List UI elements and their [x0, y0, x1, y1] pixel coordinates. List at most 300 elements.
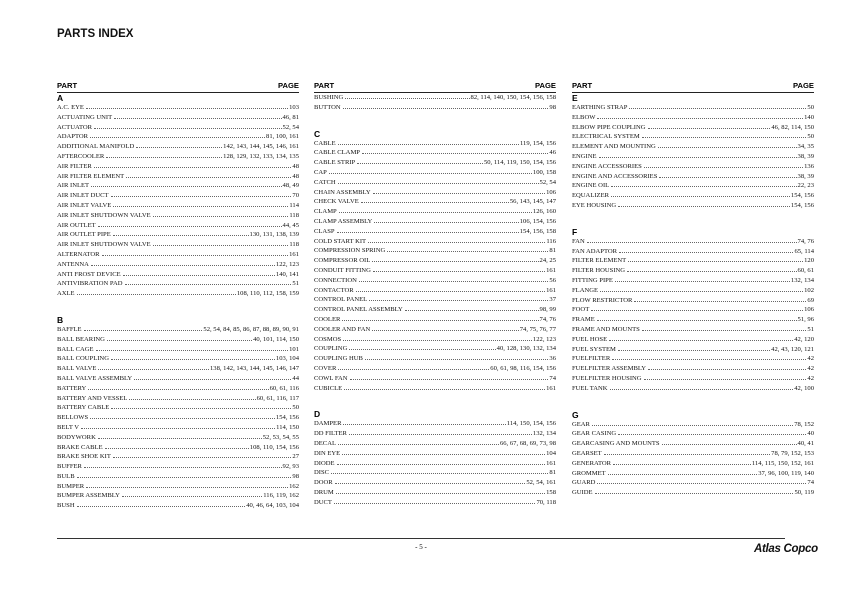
page-refs: 81, 100, 161	[266, 133, 299, 141]
page-refs: 103, 104	[275, 355, 299, 363]
page-refs: 50, 114, 119, 150, 154, 156	[483, 159, 556, 167]
index-entry	[57, 221, 299, 231]
page-refs: 42	[807, 355, 814, 363]
page-refs: 60, 61	[797, 267, 814, 275]
index-entry	[572, 469, 814, 479]
index-entry	[57, 462, 299, 472]
page-refs: 60, 61, 116, 117	[256, 394, 299, 402]
index-entry	[572, 449, 814, 459]
index-entry	[314, 374, 556, 384]
index-entry	[572, 152, 814, 162]
index-entry	[572, 374, 814, 384]
index-entry	[314, 468, 556, 478]
dot-leader	[648, 128, 771, 129]
part-name: CONTACTOR	[314, 286, 354, 294]
dot-leader	[609, 340, 793, 341]
index-entry	[57, 364, 299, 374]
index-entry	[572, 237, 814, 247]
index-entry	[314, 217, 556, 227]
dot-leader	[77, 506, 246, 507]
dot-leader	[362, 153, 548, 154]
part-name: AIR FILTER ELEMENT	[57, 172, 125, 180]
dot-leader	[627, 271, 796, 272]
index-entry	[572, 172, 814, 182]
part-name: BALL VALVE	[57, 365, 97, 373]
dot-leader	[634, 301, 806, 302]
dot-leader	[111, 408, 291, 409]
part-name: GEARCASING AND MOUNTS	[572, 440, 660, 448]
dot-leader	[338, 144, 519, 145]
part-name: GUARD	[572, 479, 596, 487]
index-entry	[314, 266, 556, 276]
part-name: BALL COUPLING	[57, 355, 109, 363]
section-letter: F	[572, 226, 578, 237]
index-entry	[572, 439, 814, 449]
page-refs: 130, 131, 138, 139	[249, 231, 299, 239]
part-name: DISC	[314, 469, 330, 477]
part-name: AIR INLET SHUTDOWN VALVE	[57, 211, 151, 219]
index-entry	[57, 103, 299, 113]
page-refs: 37, 96, 100, 119, 140	[758, 469, 814, 477]
page-refs: 44	[292, 374, 299, 382]
dot-leader	[615, 281, 790, 282]
part-name: CLAMP	[314, 208, 337, 216]
index-entry	[572, 429, 814, 439]
part-name: BALL VALVE ASSEMBLY	[57, 374, 133, 382]
index-entry	[57, 270, 299, 280]
page-refs: 154, 156	[790, 192, 814, 200]
page-refs: 66, 67, 68, 69, 73, 98	[499, 439, 556, 447]
dot-leader	[338, 183, 539, 184]
footer-divider	[57, 538, 785, 539]
dot-leader	[373, 193, 545, 194]
dot-leader	[365, 359, 549, 360]
page-title: PARTS INDEX	[57, 28, 134, 40]
dot-leader	[153, 245, 289, 246]
index-entry	[314, 207, 556, 217]
part-name: BUTTON	[314, 103, 341, 111]
dot-leader	[91, 186, 281, 187]
index-entry	[572, 354, 814, 364]
section-letter: D	[314, 409, 321, 420]
dot-leader	[642, 330, 807, 331]
part-name: CONTROL PANEL	[314, 296, 368, 304]
dot-leader	[123, 275, 275, 276]
page-refs: 50	[292, 404, 299, 412]
page-refs: 65, 114	[794, 247, 814, 255]
index-entry	[314, 139, 556, 149]
index-entry	[57, 260, 299, 270]
dot-leader	[98, 438, 262, 439]
page-refs: 22, 23	[797, 182, 814, 190]
page-refs: 81	[549, 247, 556, 255]
section-letter: E	[572, 93, 578, 103]
part-name: ELEMENT AND MOUNTING	[572, 143, 656, 151]
dot-leader	[610, 389, 794, 390]
dot-leader	[113, 206, 288, 207]
dot-leader	[343, 108, 549, 109]
part-name: DIN EYE	[314, 449, 341, 457]
page-refs: 50	[807, 104, 814, 111]
index-entry	[314, 384, 556, 394]
part-name: DRUM	[314, 488, 334, 496]
index-entry	[57, 335, 299, 345]
index-entry	[57, 452, 299, 462]
part-name: EQUALIZER	[572, 192, 609, 200]
part-name: AIR INLET DUCT	[57, 192, 109, 200]
page-refs: 24, 25	[539, 257, 556, 265]
dot-leader	[90, 137, 265, 138]
index-column-3	[572, 81, 814, 498]
index-entry	[572, 276, 814, 286]
dot-leader	[336, 493, 545, 494]
dot-leader	[337, 232, 519, 233]
part-name: CONDUIT FITTING	[314, 266, 371, 274]
index-entry	[57, 201, 299, 211]
part-name: BUFFER	[57, 463, 82, 471]
page-refs: 69	[807, 296, 814, 304]
index-entry	[57, 423, 299, 433]
part-name: BATTERY CABLE	[57, 404, 110, 412]
part-name: A.C. EYE	[57, 104, 84, 111]
part-name: BODYWORK	[57, 433, 96, 441]
page-refs: 161	[546, 459, 556, 467]
section-letter: C	[314, 128, 321, 139]
part-name: FRAME AND MOUNTS	[572, 325, 640, 333]
index-entry	[314, 498, 556, 508]
index-entry	[314, 237, 556, 247]
part-name: AFTERCOOLER	[57, 152, 105, 160]
index-entry	[314, 93, 556, 103]
part-name: GEARSET	[572, 449, 602, 457]
index-column-2	[314, 81, 556, 507]
part-name: BELLOWS	[57, 414, 89, 422]
part-name: ELBOW	[572, 113, 596, 121]
index-entry	[57, 384, 299, 394]
dot-leader	[659, 177, 796, 178]
page-refs: 56, 143, 145, 147	[509, 198, 556, 206]
index-entry	[57, 345, 299, 355]
index-entry	[314, 429, 556, 439]
page-refs: 50, 119	[794, 489, 814, 497]
page-refs: 40, 101, 114, 150	[253, 335, 299, 343]
page-refs: 120	[804, 257, 814, 265]
part-name: AXLE	[57, 290, 75, 298]
index-entry	[572, 132, 814, 142]
index-entry	[314, 178, 556, 188]
part-name: DIODE	[314, 459, 335, 467]
page-refs: 74, 75, 76, 77	[519, 325, 556, 333]
part-name: FUELFILTER ASSEMBLY	[572, 365, 647, 373]
page-refs: 50	[807, 133, 814, 141]
dot-leader	[608, 474, 757, 475]
dot-leader	[86, 108, 288, 109]
page-refs: 42, 43, 120, 121	[771, 345, 814, 353]
index-entry	[572, 296, 814, 306]
index-entry	[572, 256, 814, 266]
section-letter: B	[57, 314, 64, 325]
index-entry	[57, 433, 299, 443]
dot-leader	[619, 252, 793, 253]
part-name: CUBICLE	[314, 384, 343, 392]
page-refs: 122, 123	[275, 260, 299, 268]
page-refs: 128, 129, 132, 133, 134, 135	[223, 152, 299, 160]
column-header	[57, 81, 299, 93]
part-name: ALTERNATOR	[57, 250, 100, 258]
page-refs: 52, 54	[539, 178, 556, 186]
index-entry	[57, 491, 299, 501]
dot-leader	[387, 251, 548, 252]
index-entry	[57, 325, 299, 335]
index-entry	[314, 305, 556, 315]
dot-leader	[612, 359, 806, 360]
page-refs: 126, 160	[532, 208, 556, 216]
dot-leader	[373, 271, 545, 272]
page-header: PAGE	[278, 81, 299, 90]
index-entry	[57, 482, 299, 492]
page-refs: 74	[549, 374, 556, 382]
part-name: AIR OUTLET	[57, 221, 96, 229]
dot-leader	[342, 320, 538, 321]
section-gap	[57, 299, 299, 315]
index-entry	[572, 103, 814, 113]
dot-leader	[77, 477, 292, 478]
part-name: CHAIN ASSEMBLY	[314, 188, 371, 196]
part-name: FAN ADAPTOR	[572, 247, 618, 255]
part-name: COVER	[314, 364, 337, 372]
page-refs: 108, 110, 154, 156	[249, 443, 299, 451]
page-refs: 122, 123	[532, 335, 556, 343]
dot-leader	[338, 444, 499, 445]
page-refs: 78, 79, 152, 153	[771, 449, 814, 457]
index-entry	[314, 439, 556, 449]
index-entry	[314, 449, 556, 459]
index-entry	[572, 123, 814, 133]
dot-leader	[105, 448, 249, 449]
part-name: COMPRESSOR OIL	[314, 257, 371, 265]
part-name: COMPRESSION SPRING	[314, 247, 386, 255]
page-refs: 38, 39	[797, 172, 814, 180]
part-name: ANTI FROST DEVICE	[57, 270, 121, 278]
part-name: CLAMP ASSEMBLY	[314, 217, 373, 225]
index-entry	[57, 354, 299, 364]
part-name: BAFFLE	[57, 325, 82, 333]
page-refs: 37	[549, 296, 556, 304]
dot-leader	[335, 483, 526, 484]
dot-leader	[86, 487, 288, 488]
dot-leader	[136, 147, 222, 148]
index-entry	[57, 191, 299, 201]
page-refs: 34, 35	[797, 143, 814, 151]
page-refs: 106, 154, 156	[519, 217, 556, 225]
page-refs: 51, 96	[797, 316, 814, 324]
page-refs: 40, 41	[797, 440, 814, 448]
index-entry	[314, 168, 556, 178]
page-refs: 51	[292, 280, 299, 288]
page-refs: 36	[549, 355, 556, 363]
dot-leader	[129, 399, 255, 400]
part-name: EYE HOUSING	[572, 201, 617, 209]
dot-leader	[597, 483, 806, 484]
dot-leader	[91, 265, 275, 266]
index-entry	[314, 286, 556, 296]
dot-leader	[648, 369, 806, 370]
page-refs: 161	[546, 384, 556, 392]
dot-leader	[88, 389, 268, 390]
part-name: BRAKE CABLE	[57, 443, 103, 451]
index-entry	[314, 488, 556, 498]
page-refs: 154, 156	[790, 201, 814, 209]
index-entry	[314, 478, 556, 488]
index-entry	[57, 501, 299, 511]
dot-leader	[604, 454, 770, 455]
page-refs: 70, 118	[536, 498, 556, 506]
page-refs: 48	[292, 172, 299, 180]
dot-leader	[342, 454, 545, 455]
part-name: COWL FAN	[314, 374, 348, 382]
page-refs: 48, 49	[282, 182, 299, 190]
index-entry	[57, 230, 299, 240]
page-refs: 52, 54, 84, 85, 86, 87, 88, 89, 90, 91	[203, 325, 299, 333]
part-name: CLASP	[314, 227, 335, 235]
part-name: FUEL TANK	[572, 384, 608, 392]
section-gap	[572, 211, 814, 227]
part-name: CATCH	[314, 178, 336, 186]
page-refs: 74, 76	[539, 315, 556, 323]
dot-leader	[369, 300, 548, 301]
page-refs: 106	[804, 306, 814, 314]
page-refs: 108, 110, 112, 158, 159	[236, 290, 299, 298]
page-refs: 101	[289, 345, 299, 353]
dot-leader	[372, 261, 538, 262]
page-refs: 40	[807, 430, 814, 438]
index-entry	[572, 181, 814, 191]
index-entry	[572, 420, 814, 430]
dot-leader	[372, 330, 518, 331]
dot-leader	[374, 222, 518, 223]
part-name: BUSH	[57, 502, 75, 510]
part-name: FILTER ELEMENT	[572, 257, 627, 265]
dot-leader	[96, 350, 289, 351]
page-refs: 162	[289, 482, 299, 490]
index-entry	[314, 354, 556, 364]
dot-leader	[344, 389, 545, 390]
index-entry	[314, 148, 556, 158]
index-entry	[57, 211, 299, 221]
column-header	[314, 81, 556, 93]
dot-leader	[644, 379, 807, 380]
index-entry	[572, 247, 814, 257]
page-refs: 92, 93	[282, 463, 299, 471]
index-entry	[57, 374, 299, 384]
index-entry	[57, 443, 299, 453]
page-refs: 142, 143, 144, 145, 146, 161	[223, 143, 299, 151]
dot-leader	[368, 242, 545, 243]
column-header	[572, 81, 814, 93]
page-refs: 114, 115, 150, 152, 161	[751, 459, 814, 467]
page-refs: 140	[804, 113, 814, 121]
part-name: EARTHING STRAP	[572, 104, 628, 111]
dot-leader	[122, 496, 262, 497]
page-refs: 46, 81	[282, 113, 299, 121]
part-header: PART	[314, 81, 335, 90]
index-entry	[572, 162, 814, 172]
section-gap	[314, 393, 556, 409]
index-entry	[57, 142, 299, 152]
page-refs: 100, 158	[532, 168, 556, 176]
part-header: PART	[57, 81, 78, 90]
dot-leader	[343, 424, 505, 425]
part-name: ELECTRICAL SYSTEM	[572, 133, 640, 141]
part-name: DECAL	[314, 439, 336, 447]
part-name: BATTERY AND VESSEL	[57, 394, 128, 402]
dot-leader	[592, 425, 793, 426]
page-refs: 119, 154, 156	[519, 139, 556, 147]
dot-leader	[106, 157, 222, 158]
dot-leader	[587, 242, 797, 243]
part-name: BELT V	[57, 423, 80, 431]
index-entry	[572, 142, 814, 152]
page-refs: 60, 61, 116	[269, 384, 299, 392]
part-name: CAP	[314, 168, 327, 176]
index-entry	[57, 289, 299, 299]
page-refs: 136	[804, 162, 814, 170]
section-gap	[572, 394, 814, 410]
part-name: ENGINE ACCESSORIES	[572, 162, 642, 170]
index-entry	[57, 123, 299, 133]
dot-leader	[595, 493, 794, 494]
dot-leader	[111, 359, 275, 360]
dot-leader	[597, 118, 803, 119]
part-name: GROMMET	[572, 469, 606, 477]
index-entry	[57, 394, 299, 404]
part-name: GEAR CASING	[572, 430, 617, 438]
part-name: AIR FILTER	[57, 162, 92, 170]
dot-leader	[359, 281, 549, 282]
page-refs: 70	[292, 192, 299, 200]
page-refs: 52, 54, 161	[526, 479, 556, 487]
index-entry	[572, 315, 814, 325]
dot-leader	[611, 186, 796, 187]
dot-leader	[350, 379, 549, 380]
part-name: AIR OUTLET PIPE	[57, 231, 111, 239]
dot-leader	[153, 216, 289, 217]
part-name: FLOW RESTRICTOR	[572, 296, 633, 304]
page-refs: 114	[289, 201, 299, 209]
page-refs: 48	[292, 162, 299, 170]
dot-leader	[597, 320, 797, 321]
part-name: FILTER HOUSING	[572, 267, 626, 275]
part-name: AIR INLET VALVE	[57, 201, 112, 209]
dot-leader	[94, 128, 281, 129]
index-entry	[572, 345, 814, 355]
part-header: PART	[572, 81, 593, 90]
dot-leader	[349, 434, 532, 435]
dot-leader	[337, 464, 546, 465]
index-column-1	[57, 81, 299, 511]
index-entry	[314, 188, 556, 198]
index-entry	[57, 413, 299, 423]
part-name: FITTING PIPE	[572, 276, 613, 284]
part-name: DUCT	[314, 498, 332, 506]
page-refs: 78, 152	[794, 420, 814, 428]
page-refs: 42, 100	[794, 384, 814, 392]
part-name: CABLE STRIP	[314, 159, 356, 167]
page-refs: 38, 39	[797, 152, 814, 160]
section-letter: A	[57, 93, 64, 103]
part-name: COSMOS	[314, 335, 342, 343]
dot-leader	[339, 212, 532, 213]
